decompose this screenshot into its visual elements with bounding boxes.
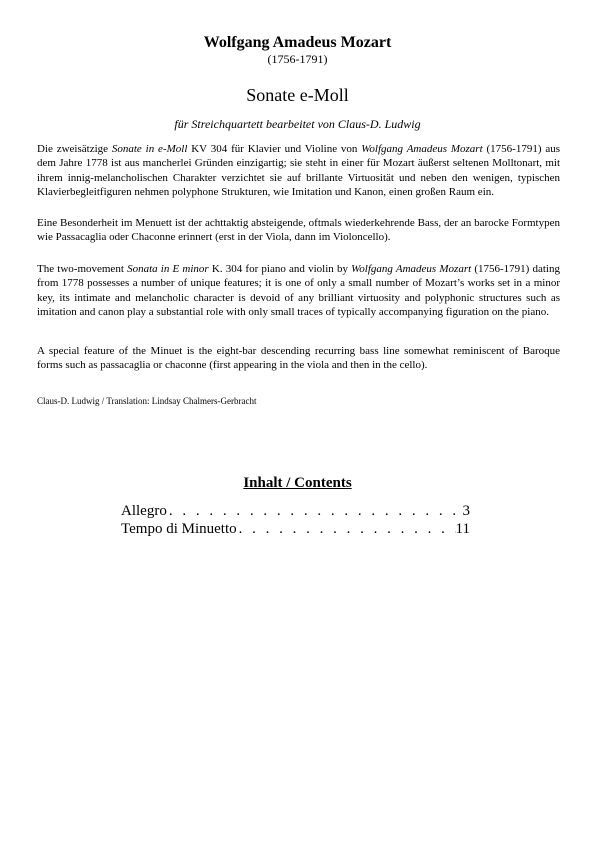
contents-heading: Inhalt / Contents: [243, 475, 352, 491]
german-paragraph-1: [37, 142, 560, 200]
work-name-italic: Sonata in E minor: [127, 263, 209, 275]
german-paragraph-2: [37, 216, 560, 245]
text-run: KV 304 für Klavier und Violine von: [187, 143, 362, 155]
composer-italic: Wolfgang Amadeus Mozart: [361, 143, 483, 155]
text-run: The two-movement: [37, 263, 128, 275]
toc-entry-title: Tempo di Minuetto: [121, 521, 237, 537]
toc-entry-tempo-di-minuetto[interactable]: [121, 520, 470, 538]
english-paragraph-1: [37, 262, 560, 320]
text-run: Die zweisätzige: [37, 143, 112, 155]
arrangement-note: für Streichquartett bearbeitet von Claus-D. Ludwig: [174, 117, 421, 131]
text-run: A special feature of the Minuet is the eight-bar descending recurring bass line somewhat reminiscent of Baroque forms such as passacaglia or chaconne (first appearing in the viola and then in the cello).: [37, 345, 560, 372]
text-run: K. 304 for piano and violin by: [208, 263, 352, 275]
english-paragraph-2: [37, 344, 560, 373]
toc-entry-page: 11: [455, 521, 470, 537]
text-run: Eine Besonderheit im Menuett ist der achttaktig absteigende, oftmals wiederkehrende Bass, der an barocke Formtypen wie Passacaglia oder Chaconne erinnert (erst in der Viola, dann im Violoncello).: [37, 217, 560, 244]
toc-leader-dots: [237, 520, 456, 538]
toc-entry-title: Allegro: [121, 503, 167, 519]
table-of-contents: [121, 502, 470, 538]
toc-entry-page: 3: [462, 503, 470, 519]
toc-entry-allegro[interactable]: [121, 502, 470, 520]
work-name-italic: Sonate in e-Moll: [111, 143, 188, 155]
toc-leader-dots: [167, 502, 463, 520]
composer-dates: (1756-1791): [267, 52, 328, 66]
text-run: (1756-1791) aus dem Jahre 1778 ist aus mancherlei Gründen einzigartig; sie steht in einer für Mozart äußerst seltenen Molltonart, mit ihrem innig-melancholischen Charakter verzichtet sie auf brillante Virtuosität und neben den wenigen, typischen Klavierbegleitfiguren nehmen polyphone Strukturen, wie Imitation und Kanon, einen großen Raum ein.: [37, 143, 560, 199]
author-translator-credit: Claus-D. Ludwig / Translation: Lindsay Chalmers-Gerbracht: [37, 396, 257, 406]
composer-italic: Wolfgang Amadeus Mozart: [351, 263, 472, 275]
composer-name: Wolfgang Amadeus Mozart: [203, 34, 392, 51]
text-run: (1756-1791) dating from 1778 possesses a number of unique features; it is one of only a small number of Mozart’s works set in a minor key, its intimate and melancholic character is devoid of any brilliant virtuosity and polyphonic structures such as imitation and canon play a substantial role with only small traces of typically accompanying figuration on the piano.: [37, 263, 560, 319]
work-title: Sonate e-Moll: [246, 85, 349, 105]
